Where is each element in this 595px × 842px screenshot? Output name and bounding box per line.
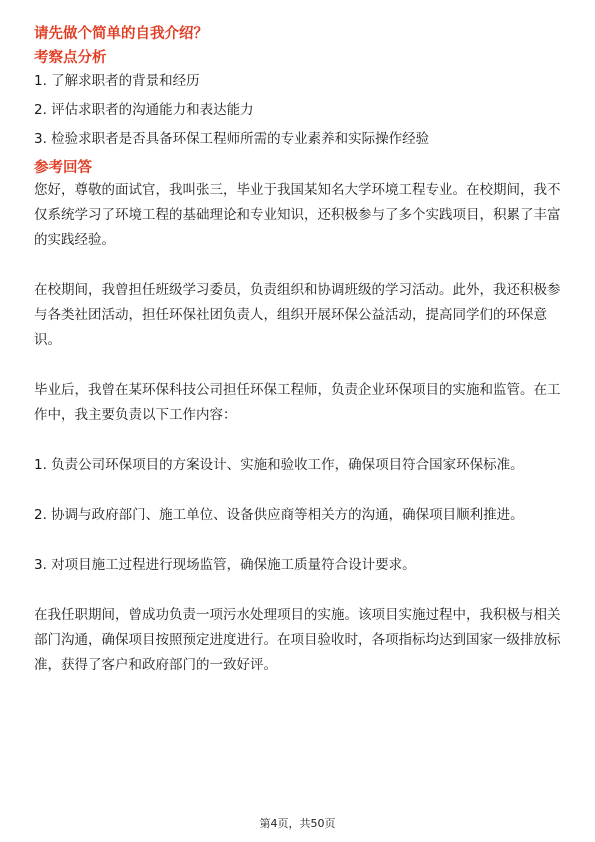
paragraph-spacer [34,353,564,378]
paragraph-spacer [34,578,564,603]
paragraph-spacer [34,478,564,503]
analysis-point-2: 2. 评估求职者的沟通能力和表达能力 [34,102,254,118]
analysis-title: 考察点分析 [34,50,107,66]
analysis-point-1: 1. 了解求职者的背景和经历 [34,73,200,89]
document-page [34,24,564,678]
answer-title: 参考回答 [34,160,92,176]
analysis-points [34,71,564,149]
analysis-point-3: 3. 检验求职者是否具备环保工程师所需的专业素养和实际操作经验 [34,131,430,147]
answer-paragraph-7: 在我任职期间，曾成功负责一项污水处理项目的实施。该项目实施过程中，我积极与相关部门沟通，确保项目按照预定进度进行。在项目验收时，各项指标均达到国家一级排放标准，获得了客户和政府部门的一致好评。 [34,607,561,673]
page-footer: 第4页，共50页 [259,817,336,830]
paragraph-spacer [34,428,564,453]
answer-paragraph-5: 2. 协调与政府部门、施工单位、设备供应商等相关方的沟通，确保项目顺利推进。 [34,507,524,523]
answer-body [34,178,564,678]
answer-paragraph-3: 毕业后，我曾在某环保科技公司担任环保工程师，负责企业环保项目的实施和监管。在工作中，我主要负责以下工作内容： [34,382,561,423]
answer-paragraph-2: 在校期间，我曾担任班级学习委员，负责组织和协调班级的学习活动。此外，我还积极参与各类社团活动，担任环保社团负责人，组织开展环保公益活动，提高同学们的环保意识。 [34,282,561,348]
answer-paragraph-1: 您好，尊敬的面试官，我叫张三，毕业于我国某知名大学环境工程专业。在校期间，我不仅系统学习了环境工程的基础理论和专业知识，还积极参与了多个实践项目，积累了丰富的实践经验。 [34,182,561,248]
answer-paragraph-6: 3. 对项目施工过程进行现场监管，确保施工质量符合设计要求。 [34,557,416,573]
question-heading: 请先做个简单的自我介绍？ [34,26,208,42]
paragraph-spacer [34,253,564,278]
answer-paragraph-4: 1. 负责公司环保项目的方案设计、实施和验收工作，确保项目符合国家环保标准。 [34,457,524,473]
paragraph-spacer [34,528,564,553]
